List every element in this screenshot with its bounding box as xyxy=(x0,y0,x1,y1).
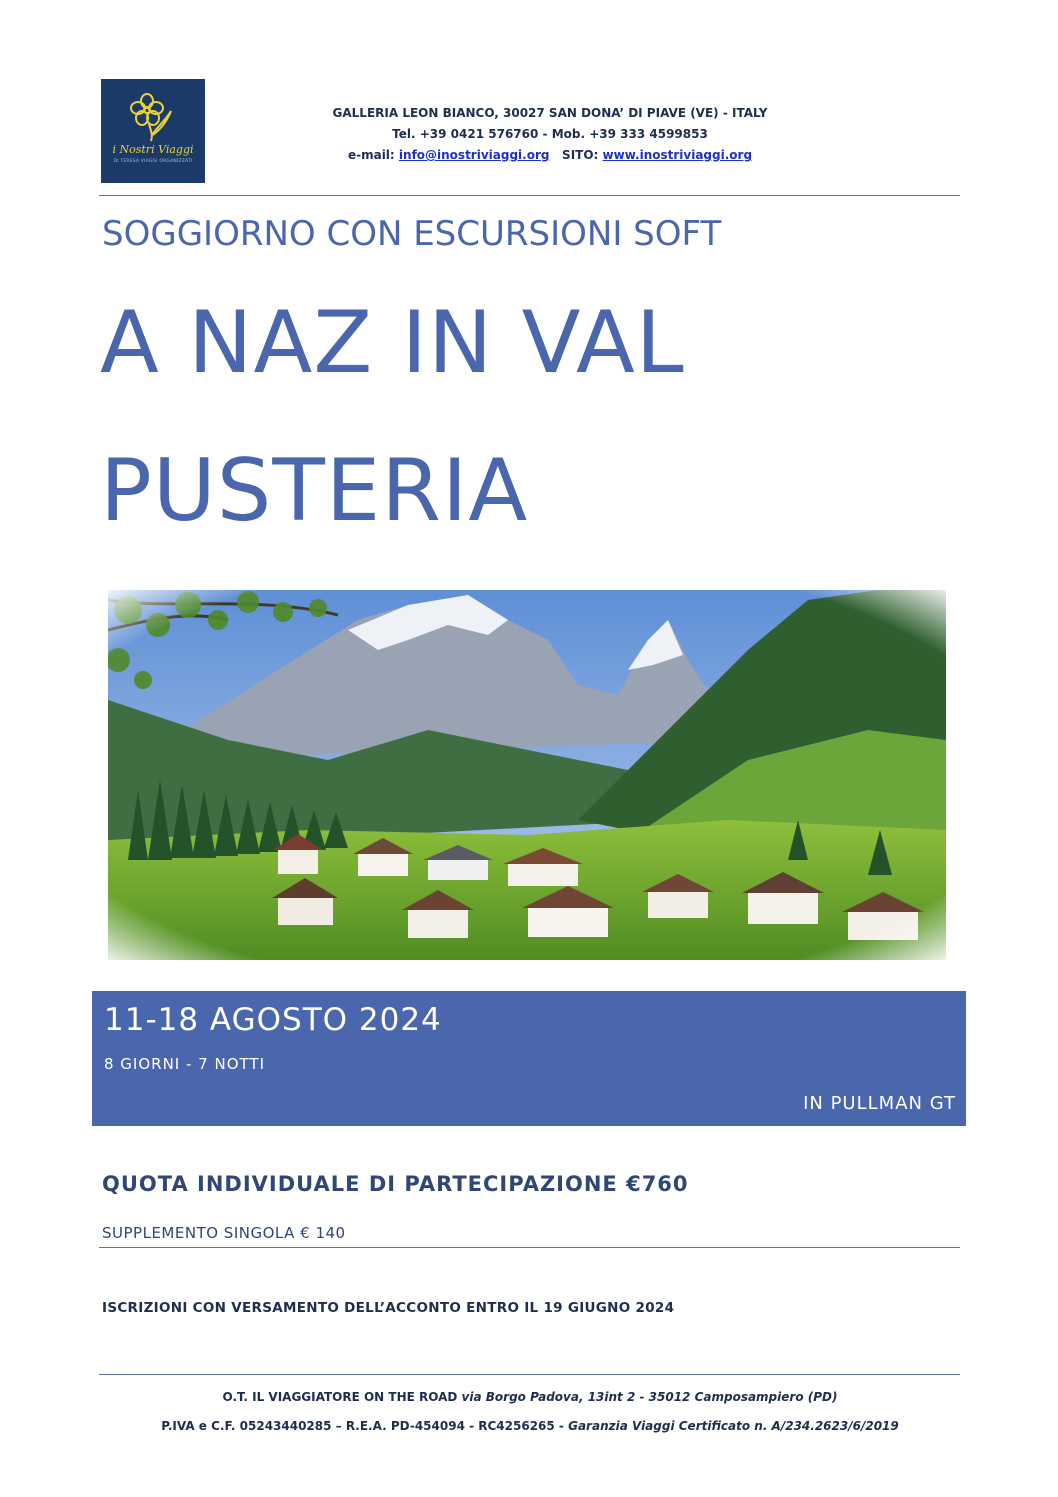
footer-line1 xyxy=(60,1383,1000,1412)
logo-name: i Nostri Viaggi xyxy=(112,143,194,156)
price-quota: QUOTA INDIVIDUALE DI PARTECIPAZIONE €760 xyxy=(102,1172,689,1196)
trip-title-line2: PUSTERIA xyxy=(100,441,529,541)
address: GALLERIA LEON BIANCO, 30027 SAN DONA’ DI PIAVE (VE) - ITALY xyxy=(332,106,768,120)
footer-divider xyxy=(99,1374,960,1375)
logo-tagline: DI TERESA VIAGGI ORGANIZZATI xyxy=(113,159,193,164)
site-link[interactable]: www.inostriviaggi.org xyxy=(602,148,753,162)
web-contacts xyxy=(240,145,860,166)
guarantee-info: Garanzia Viaggi Certificato n. A/234.2623/6/2019 xyxy=(568,1419,899,1433)
trip-subtitle: SOGGIORNO CON ESCURSIONI SOFT xyxy=(102,214,722,254)
company-logo xyxy=(101,79,205,183)
landscape-photo xyxy=(108,590,946,960)
operator-name: O.T. IL VIAGGIATORE ON THE ROAD xyxy=(222,1390,458,1404)
contact-header xyxy=(240,103,860,166)
date-band xyxy=(92,991,966,1126)
site-label: SITO: xyxy=(562,148,599,162)
email-label: e-mail: xyxy=(347,148,395,162)
footer xyxy=(60,1383,1000,1441)
flower-icon xyxy=(127,91,179,143)
pricing-divider xyxy=(99,1247,960,1248)
phone: Tel. +39 0421 576760 - Mob. +39 333 4599853 xyxy=(392,127,708,141)
footer-line2 xyxy=(60,1412,1000,1441)
header-divider xyxy=(99,195,960,196)
trip-title-line1: A NAZ IN VAL xyxy=(100,293,685,393)
trip-duration: 8 GIORNI - 7 NOTTI xyxy=(104,1055,266,1073)
operator-address: via Borgo Padova, 13int 2 - 35012 Camposampiero (PD) xyxy=(461,1390,838,1404)
trip-dates: 11-18 AGOSTO 2024 xyxy=(104,1002,442,1038)
tax-info: P.IVA e C.F. 05243440285 – R.E.A. PD-454094 - RC4256265 - xyxy=(161,1419,564,1433)
email-link[interactable]: info@inostriviaggi.org xyxy=(398,148,550,162)
registration-deadline: ISCRIZIONI CON VERSAMENTO DELL’ACCONTO ENTRO IL 19 GIUGNO 2024 xyxy=(102,1300,675,1316)
trip-transport: IN PULLMAN GT xyxy=(803,1093,956,1114)
single-supplement: SUPPLEMENTO SINGOLA € 140 xyxy=(102,1224,346,1242)
